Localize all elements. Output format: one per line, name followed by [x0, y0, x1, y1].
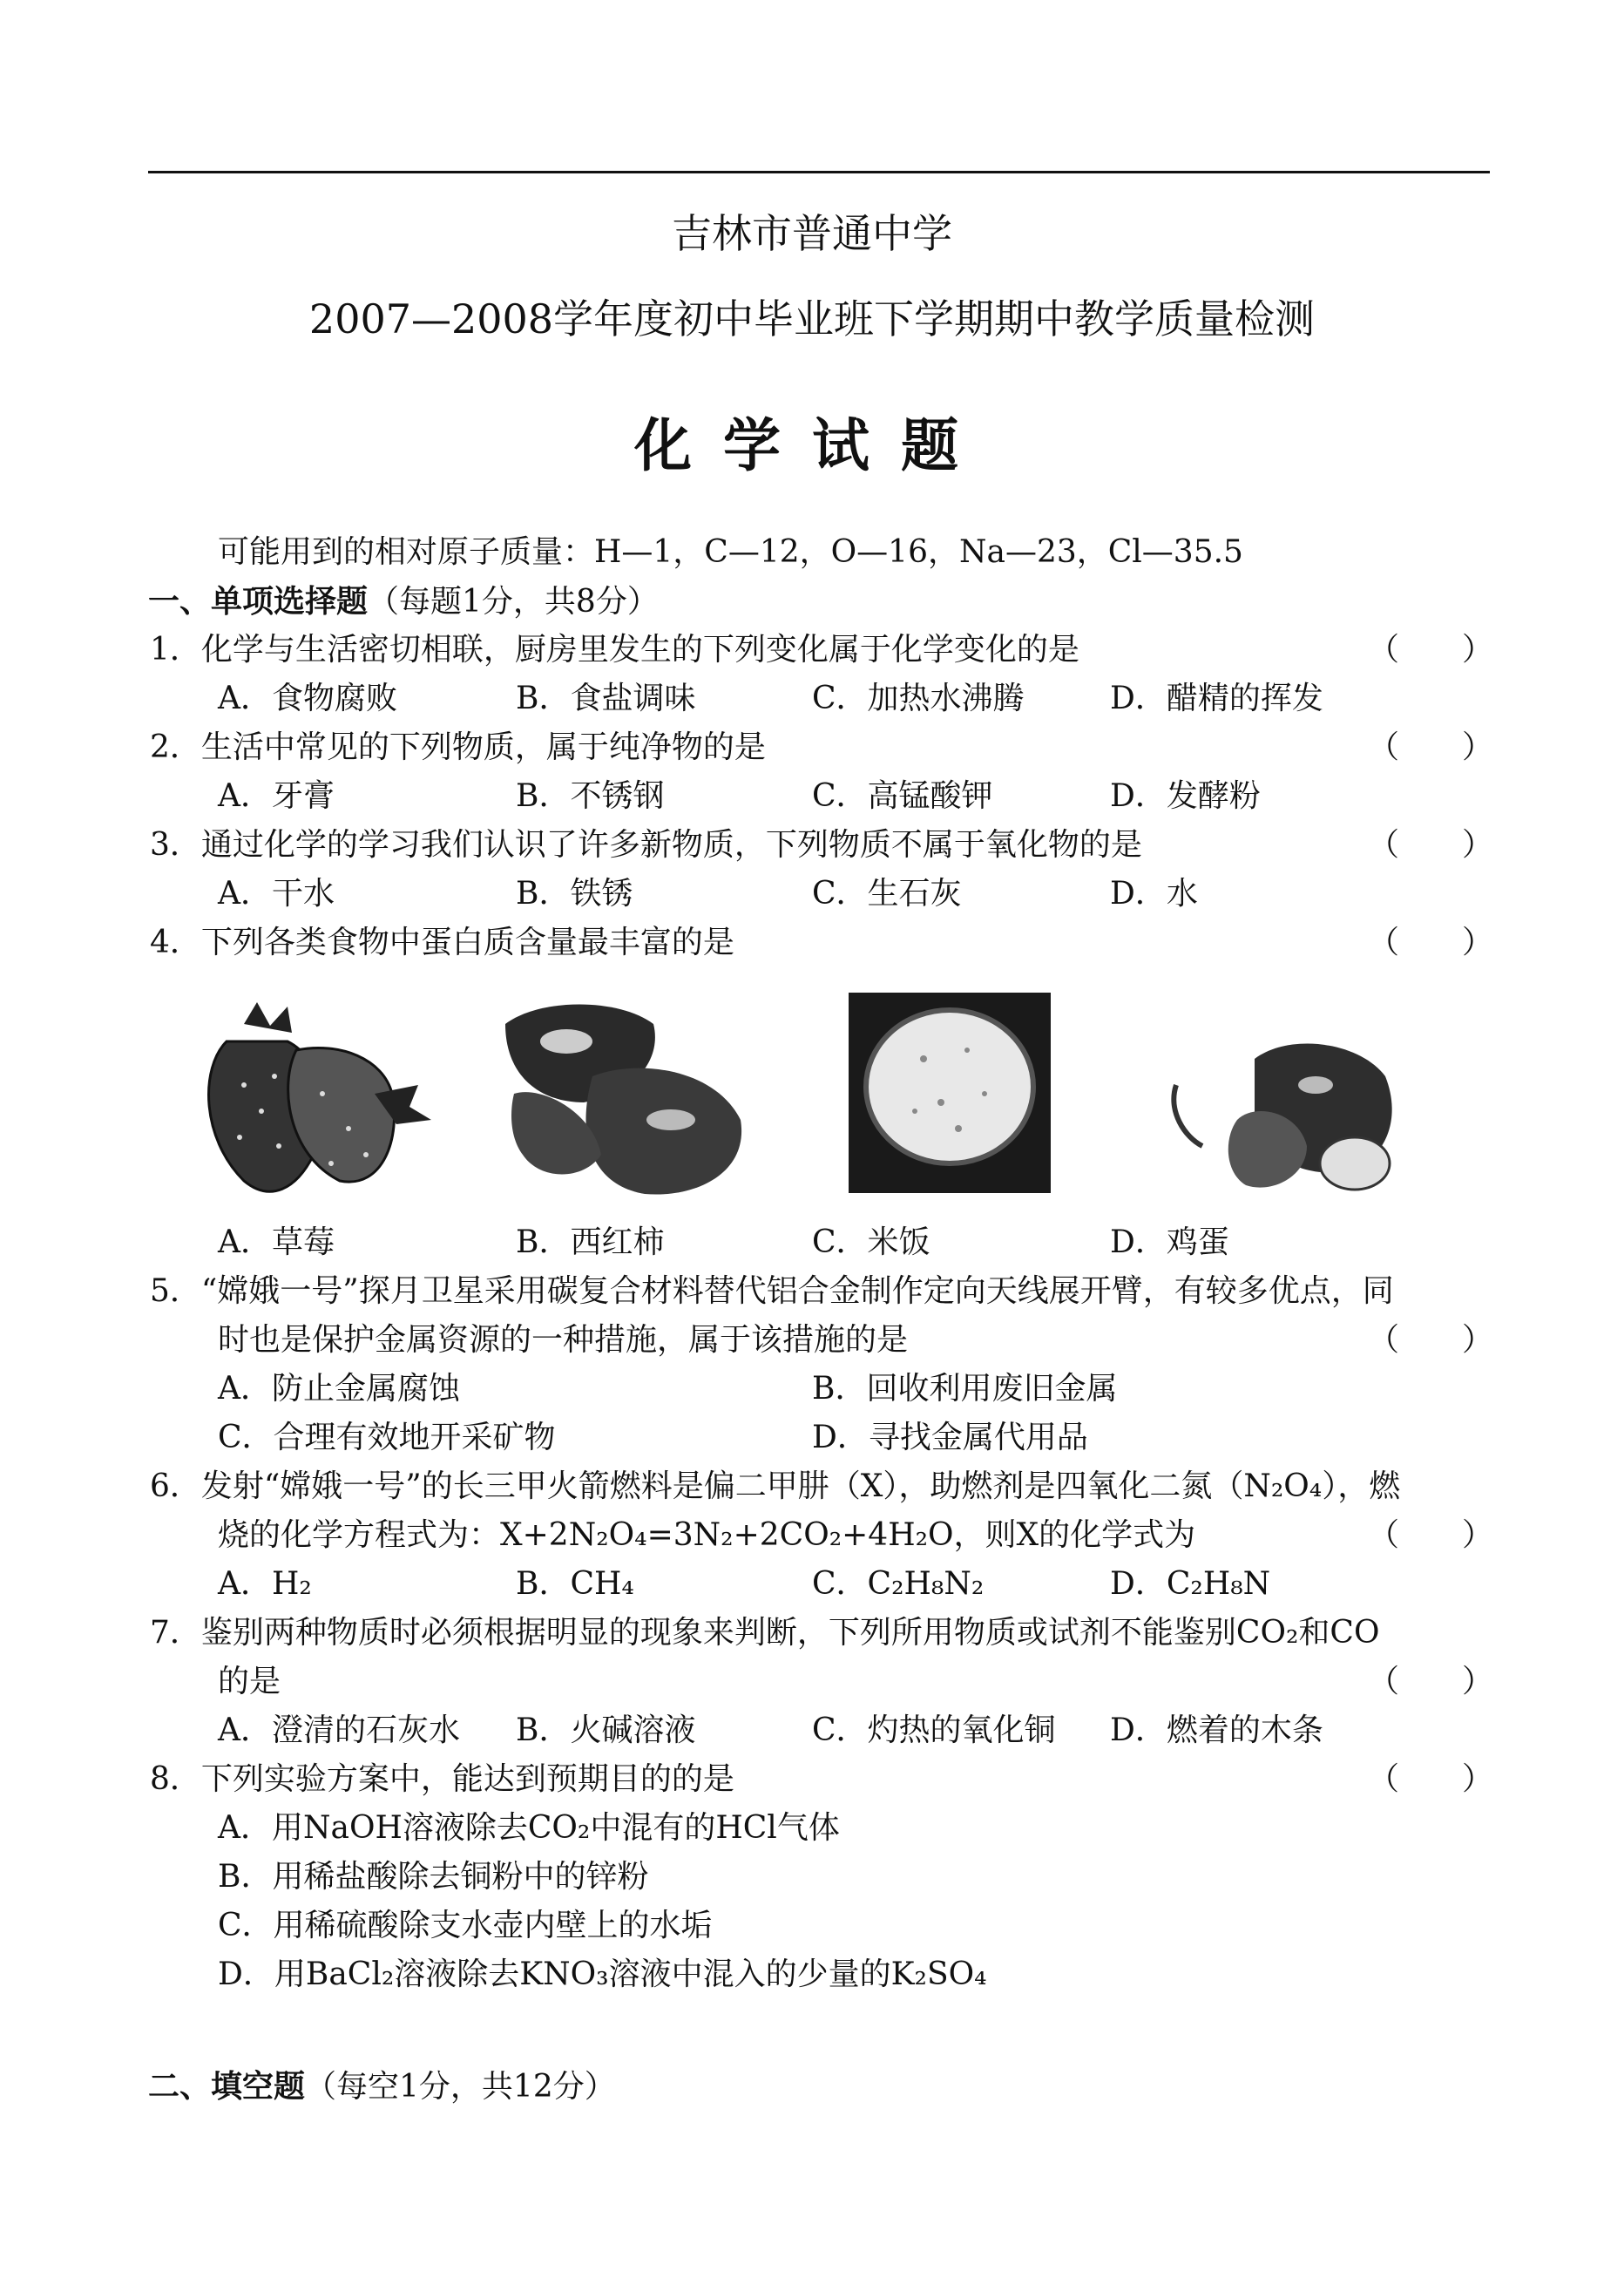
- question-3: 3．通过化学的学习我们认识了许多新物质，下列物质不属于氧化物的是: [150, 827, 1142, 863]
- q8-option-c: C．用稀硫酸除支水壶内壁上的水垢: [218, 1908, 713, 1943]
- q7-option-c: C．灼热的氧化铜: [812, 1712, 1056, 1748]
- q1-option-a: A．食物腐败: [218, 681, 397, 716]
- section2-heading: [148, 2064, 616, 2110]
- answer-blank-7: （ ）: [1368, 1664, 1494, 1699]
- q2-option-a: A．牙膏: [218, 778, 335, 814]
- q7-option-d: D．燃着的木条: [1110, 1712, 1323, 1748]
- section2-title: 二、填空题: [148, 2068, 306, 2105]
- section1-title: 一、单项选择题: [148, 583, 369, 620]
- atomic-masses: 可能用到的相对原子质量：H—1，C—12，O—16，Na—23，Cl—35.5: [218, 534, 1243, 570]
- q2-option-d: D．发酵粉: [1110, 778, 1261, 814]
- q5-option-b: B．回收利用废旧金属: [812, 1371, 1118, 1407]
- q2-option-b: B．不锈钢: [516, 778, 665, 814]
- question-7-line2: 的是: [218, 1664, 281, 1699]
- question-6-line1: 6．发射“嫦娥一号”的长三甲火箭燃料是偏二甲肼（X），助燃剂是四氧化二氮（N₂O₄），燃: [150, 1468, 1401, 1504]
- question-5-line1: 5．“嫦娥一号”探月卫星采用碳复合材料替代铝合金制作定向天线展开臂，有较多优点，同: [150, 1273, 1394, 1309]
- top-rule: [148, 171, 1490, 173]
- exam-title: 2007—2008学年度初中毕业班下学期期中教学质量检测: [308, 295, 1316, 342]
- q6-option-b: B．CH₄: [516, 1566, 634, 1602]
- q1-option-b: B．食盐调味: [516, 681, 696, 716]
- q6-option-d: D．C₂H₈N: [1110, 1566, 1271, 1602]
- answer-blank-1: （ ）: [1368, 632, 1494, 668]
- q6-option-a: A．H₂: [218, 1566, 312, 1602]
- strawberry-image: [192, 989, 436, 1207]
- question-6-line2: 烧的化学方程式为：X+2N₂O₄=3N₂+2CO₂+4H₂O，则X的化学式为: [218, 1517, 1196, 1553]
- section2-note: （每空1分，共12分）: [305, 2069, 616, 2105]
- q8-option-b: B．用稀盐酸除去铜粉中的锌粉: [218, 1859, 649, 1895]
- question-8: 8．下列实验方案中，能达到预期目的的是: [150, 1761, 734, 1797]
- q7-option-a: A．澄清的石灰水: [218, 1712, 460, 1748]
- q1-option-d: D．醋精的挥发: [1110, 681, 1323, 716]
- q4-option-c: C．米饭: [812, 1224, 930, 1260]
- q3-option-b: B．铁锈: [516, 876, 633, 912]
- q2-option-c: C．高锰酸钾: [812, 778, 993, 814]
- answer-blank-3: （ ）: [1368, 827, 1494, 863]
- question-2: 2．生活中常见的下列物质，属于纯净物的是: [150, 729, 766, 765]
- q5-option-a: A．防止金属腐蚀: [218, 1371, 460, 1407]
- q3-option-d: D．水: [1110, 876, 1198, 912]
- q8-option-d: D．用BaCl₂溶液除去KNO₃溶液中混入的少量的K₂SO₄: [218, 1956, 987, 1992]
- q4-option-b: B．西红柿: [516, 1224, 665, 1260]
- answer-blank-2: （ ）: [1368, 729, 1494, 765]
- answer-blank-4: （ ）: [1368, 925, 1494, 960]
- section1-heading: [148, 579, 659, 625]
- q4-option-d: D．鸡蛋: [1110, 1224, 1229, 1260]
- answer-blank-8: （ ）: [1368, 1761, 1494, 1797]
- q5-option-c: C．合理有效地开采矿物: [218, 1420, 556, 1455]
- egg-image: [1167, 989, 1411, 1207]
- subject-title: 化学试题: [634, 411, 990, 479]
- school-name: 吉林市普通中学: [672, 210, 952, 257]
- question-7-line1: 7．鉴别两种物质时必须根据明显的现象来判断，下列所用物质或试剂不能鉴别CO₂和CO: [150, 1615, 1380, 1651]
- answer-blank-6: （ ）: [1368, 1517, 1494, 1553]
- section1-note: （每题1分，共8分）: [368, 584, 659, 620]
- answer-blank-5: （ ）: [1368, 1322, 1494, 1358]
- q3-option-c: C．生石灰: [812, 876, 962, 912]
- question-4: 4．下列各类食物中蛋白质含量最丰富的是: [150, 925, 734, 960]
- q4-option-a: A．草莓: [218, 1224, 335, 1260]
- q7-option-b: B．火碱溶液: [516, 1712, 696, 1748]
- q5-option-d: D．寻找金属代用品: [812, 1420, 1088, 1455]
- q8-option-a: A．用NaOH溶液除去CO₂中混有的HCl气体: [218, 1810, 840, 1846]
- q1-option-c: C．加热水沸腾: [812, 681, 1025, 716]
- q6-option-c: C．C₂H₈N₂: [812, 1566, 985, 1602]
- tomato-image: [488, 989, 749, 1207]
- question-1: 1．化学与生活密切相联，厨房里发生的下列变化属于化学变化的是: [150, 632, 1079, 668]
- q3-option-a: A．干水: [218, 876, 335, 912]
- rice-image: [845, 989, 1054, 1207]
- question-5-line2: 时也是保护金属资源的一种措施，属于该措施的是: [218, 1322, 909, 1358]
